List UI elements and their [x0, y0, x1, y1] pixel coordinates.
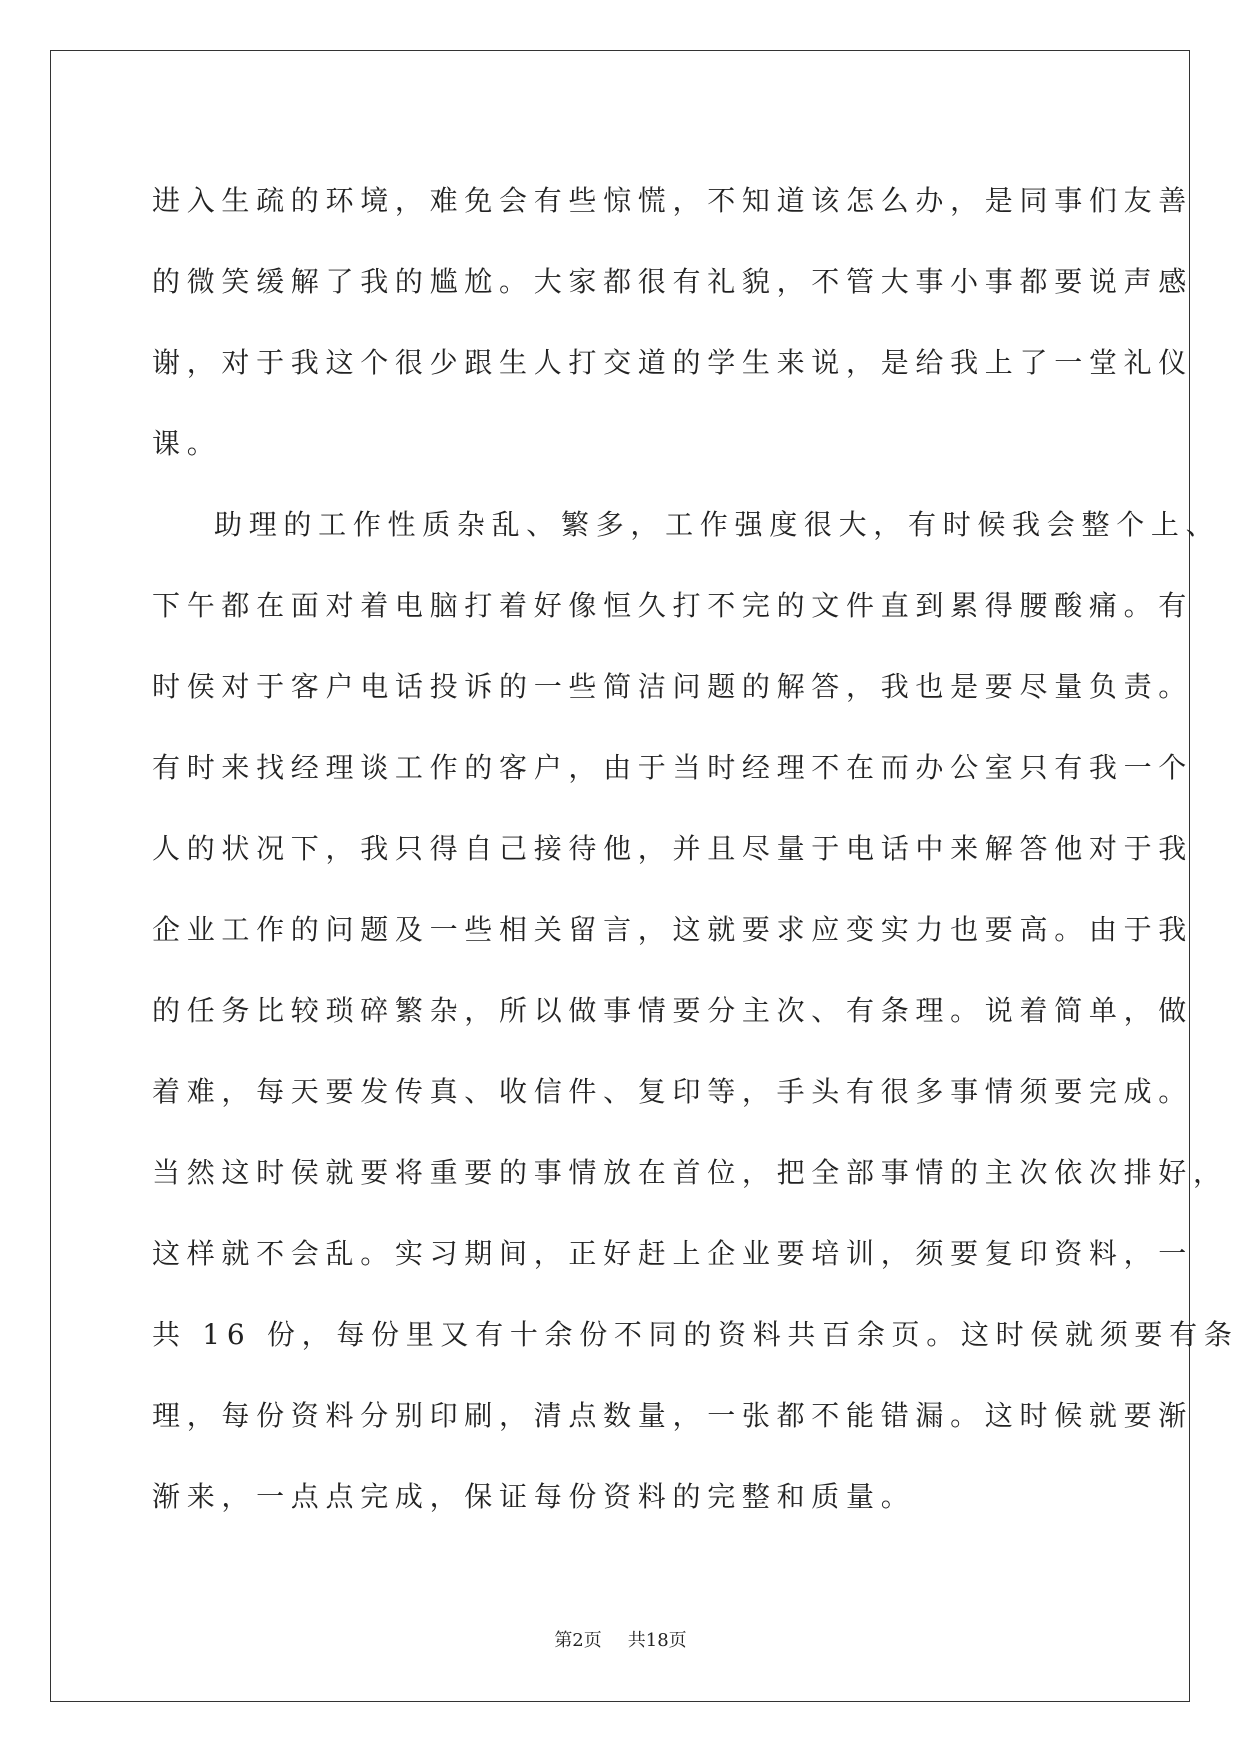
text-line: 企业工作的问题及一些相关留言，这就要求应变实力也要高。由于我: [152, 913, 1194, 946]
text-line: 有时来找经理谈工作的客户，由于当时经理不在而办公室只有我一个: [152, 751, 1194, 784]
paragraph-first-line: 助理的工作性质杂乱、繁多，工作强度很大，有时候我会整个上、: [214, 508, 1221, 541]
text-line: 的任务比较琐碎繁杂，所以做事情要分主次、有条理。说着简单，做: [152, 994, 1194, 1027]
text-line: 渐来，一点点完成，保证每份资料的完整和质量。: [152, 1480, 916, 1513]
text-line: 着难，每天要发传真、收信件、复印等，手头有很多事情须要完成。: [152, 1075, 1194, 1108]
text-line: 的微笑缓解了我的尴尬。大家都很有礼貌，不管大事小事都要说声感: [152, 265, 1194, 298]
page-total: 共18页: [627, 1630, 687, 1651]
text-line: 这样就不会乱。实习期间，正好赶上企业要培训，须要复印资料，一: [152, 1237, 1194, 1270]
text-line: 当然这时侯就要将重要的事情放在首位，把全部事情的主次依次排好，: [152, 1156, 1228, 1189]
document-body: [152, 160, 1239, 1537]
text-line: 共 16 份，每份里又有十余份不同的资料共百余页。这时侯就须要有条: [152, 1318, 1239, 1351]
text-line: 课。: [152, 427, 222, 460]
text-line: 下午都在面对着电脑打着好像恒久打不完的文件直到累得腰酸痛。有: [152, 589, 1194, 622]
text-line: 进入生疏的环境，难免会有些惊慌，不知道该怎么办，是同事们友善: [152, 184, 1194, 217]
page-number: 第2页: [554, 1630, 602, 1651]
text-line: 人的状况下，我只得自己接待他，并且尽量于电话中来解答他对于我: [152, 832, 1194, 865]
text-line: 谢，对于我这个很少跟生人打交道的学生来说，是给我上了一堂礼仪: [152, 346, 1194, 379]
page-footer: [0, 1626, 1241, 1652]
text-line: 理，每份资料分别印刷，清点数量，一张都不能错漏。这时候就要渐: [152, 1399, 1194, 1432]
text-line: 时侯对于客户电话投诉的一些简洁问题的解答，我也是要尽量负责。: [152, 670, 1194, 703]
